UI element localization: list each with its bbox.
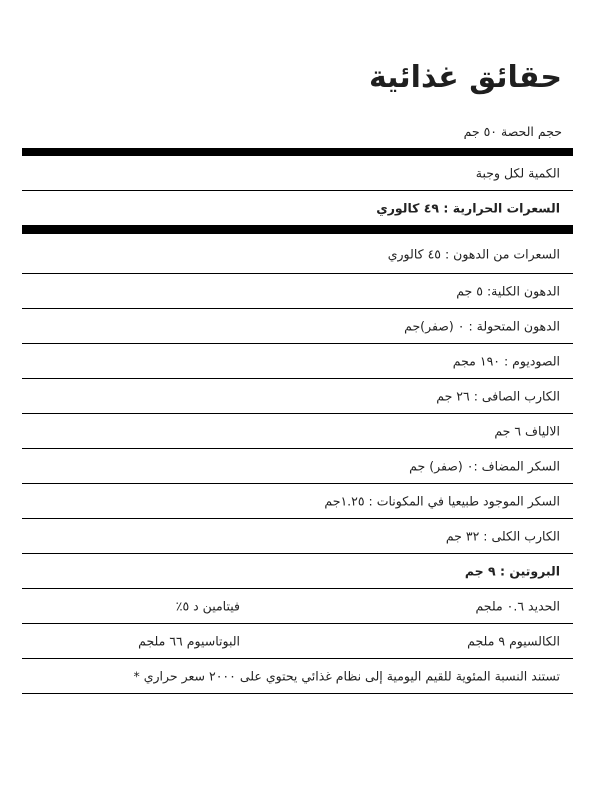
calories: السعرات الحرارية : ٤٩ كالوري bbox=[376, 200, 560, 216]
calories-from-fat: السعرات من الدهون : ٤٥ كالوري bbox=[387, 246, 560, 261]
total-carbs: الكارب الكلى : ٣٢ جم bbox=[445, 528, 560, 544]
added-sugar: السكر المضاف :٠ (صفر) جم bbox=[409, 458, 560, 474]
footnote: تستند النسبة المئوية للقيم اليومية إلى نظام غذائي يحتوي على ٢٠٠٠ سعر حراري * bbox=[133, 668, 560, 684]
calcium: الكالسيوم ٩ ملجم bbox=[467, 633, 560, 649]
thick-divider bbox=[22, 226, 573, 234]
nutrient-row bbox=[22, 309, 573, 344]
label-title: حقائق غذائية bbox=[368, 60, 562, 95]
thick-divider bbox=[22, 148, 573, 156]
amount-per-serving: الكمية لكل وجبة bbox=[475, 165, 560, 181]
natural-sugar: السكر الموجود طبيعيا في المكونات : ١.٢٥جم bbox=[324, 493, 560, 509]
nutrient-row bbox=[22, 484, 573, 519]
footnote-row bbox=[22, 659, 573, 694]
serving-size: حجم الحصة ٥٠ جم bbox=[463, 124, 562, 139]
nutrition-table bbox=[22, 148, 573, 694]
potassium: البوتاسيوم ٦٦ ملجم bbox=[138, 633, 240, 649]
mineral-row bbox=[22, 624, 573, 659]
mineral-row bbox=[22, 589, 573, 624]
fiber: الالياف ٦ جم bbox=[494, 423, 560, 439]
nutrient-row bbox=[22, 274, 573, 309]
iron: الحديد ٠.٦ ملجم bbox=[475, 598, 560, 614]
nutrient-row bbox=[22, 449, 573, 484]
amount-per-serving-row bbox=[22, 156, 573, 191]
protein: البروتين : ٩ جم bbox=[464, 563, 560, 579]
nutrient-row bbox=[22, 414, 573, 449]
net-carbs: الكارب الصافى : ٢٦ جم bbox=[436, 388, 560, 404]
nutrient-row bbox=[22, 344, 573, 379]
vitamin-d: فيتامين د ٥٪ bbox=[175, 598, 240, 614]
nutrient-row bbox=[22, 379, 573, 414]
protein-row bbox=[22, 554, 573, 589]
sodium: الصوديوم : ١٩٠ مجم bbox=[452, 353, 560, 369]
nutrient-row bbox=[22, 519, 573, 554]
calories-row bbox=[22, 191, 573, 226]
nutrient-row bbox=[22, 234, 573, 274]
total-fat: الدهون الكلية: ٥ جم bbox=[456, 283, 560, 299]
trans-fat: الدهون المتحولة : ٠ (صفر)جم bbox=[404, 318, 560, 334]
